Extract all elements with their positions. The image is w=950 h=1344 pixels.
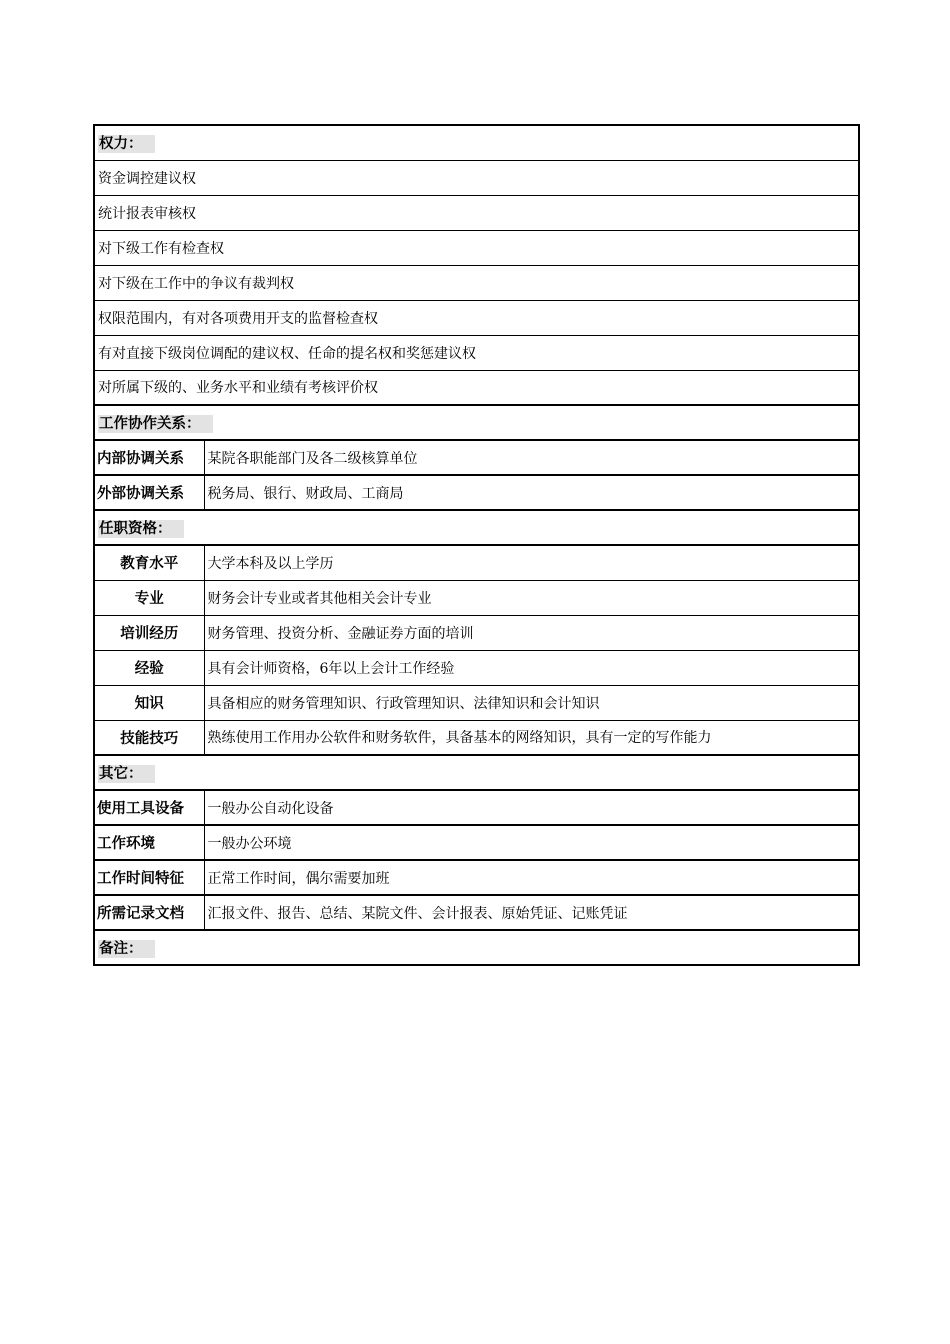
qualifications-header-row xyxy=(94,510,859,545)
authority-header: 权力： xyxy=(98,135,155,153)
relations-value: 某院各职能部门及各二级核算单位 xyxy=(204,440,859,475)
qualifications-header: 任职资格： xyxy=(98,520,184,538)
qualification-label: 教育水平 xyxy=(94,545,204,580)
authority-item-text: 资金调控建议权 xyxy=(94,160,859,195)
other-value: 一般办公环境 xyxy=(204,825,859,860)
authority-item-text: 权限范围内，有对各项费用开支的监督检查权 xyxy=(94,300,859,335)
other-row xyxy=(94,790,859,825)
other-value: 一般办公自动化设备 xyxy=(204,790,859,825)
remarks-header-row xyxy=(94,930,859,965)
other-header-row xyxy=(94,755,859,790)
authority-item xyxy=(94,370,859,405)
other-label: 工作环境 xyxy=(94,825,204,860)
authority-item-text: 对下级在工作中的争议有裁判权 xyxy=(94,265,859,300)
job-description-table xyxy=(93,124,860,966)
qualification-value: 财务管理、投资分析、金融证券方面的培训 xyxy=(204,615,859,650)
qualification-label: 经验 xyxy=(94,650,204,685)
qualification-value: 财务会计专业或者其他相关会计专业 xyxy=(204,580,859,615)
other-header: 其它： xyxy=(98,765,155,783)
authority-item-text: 有对直接下级岗位调配的建议权、任命的提名权和奖惩建议权 xyxy=(94,335,859,370)
other-label: 所需记录文档 xyxy=(94,895,204,930)
qualification-label: 专业 xyxy=(94,580,204,615)
relations-label: 外部协调关系 xyxy=(94,475,204,510)
qualification-row xyxy=(94,545,859,580)
qualification-row xyxy=(94,615,859,650)
qualification-row xyxy=(94,720,859,755)
authority-item xyxy=(94,335,859,370)
relations-label: 内部协调关系 xyxy=(94,440,204,475)
qualification-value: 具备相应的财务管理知识、行政管理知识、法律知识和会计知识 xyxy=(204,685,859,720)
qualification-label: 技能技巧 xyxy=(94,720,204,755)
authority-item xyxy=(94,230,859,265)
other-row xyxy=(94,895,859,930)
authority-item-text: 对所属下级的、业务水平和业绩有考核评价权 xyxy=(94,370,859,405)
relations-row xyxy=(94,475,859,510)
relations-value: 税务局、银行、财政局、工商局 xyxy=(204,475,859,510)
authority-header-row xyxy=(94,125,859,160)
qualification-row xyxy=(94,650,859,685)
qualification-label: 培训经历 xyxy=(94,615,204,650)
relations-header-row xyxy=(94,405,859,440)
qualification-value: 具有会计师资格，6年以上会计工作经验 xyxy=(204,650,859,685)
qualification-row xyxy=(94,580,859,615)
remarks-header: 备注： xyxy=(98,940,155,958)
other-value: 正常工作时间，偶尔需要加班 xyxy=(204,860,859,895)
qualification-label: 知识 xyxy=(94,685,204,720)
authority-item xyxy=(94,195,859,230)
qualification-value: 熟练使用工作用办公软件和财务软件，具备基本的网络知识，具有一定的写作能力 xyxy=(204,720,859,755)
other-label: 工作时间特征 xyxy=(94,860,204,895)
other-row xyxy=(94,825,859,860)
other-row xyxy=(94,860,859,895)
relations-header: 工作协作关系： xyxy=(98,415,213,433)
authority-item-text: 统计报表审核权 xyxy=(94,195,859,230)
authority-item-text: 对下级工作有检查权 xyxy=(94,230,859,265)
qualification-row xyxy=(94,685,859,720)
authority-item xyxy=(94,160,859,195)
other-value: 汇报文件、报告、总结、某院文件、会计报表、原始凭证、记账凭证 xyxy=(204,895,859,930)
qualification-value: 大学本科及以上学历 xyxy=(204,545,859,580)
authority-item xyxy=(94,300,859,335)
relations-row xyxy=(94,440,859,475)
authority-item xyxy=(94,265,859,300)
other-label: 使用工具设备 xyxy=(94,790,204,825)
